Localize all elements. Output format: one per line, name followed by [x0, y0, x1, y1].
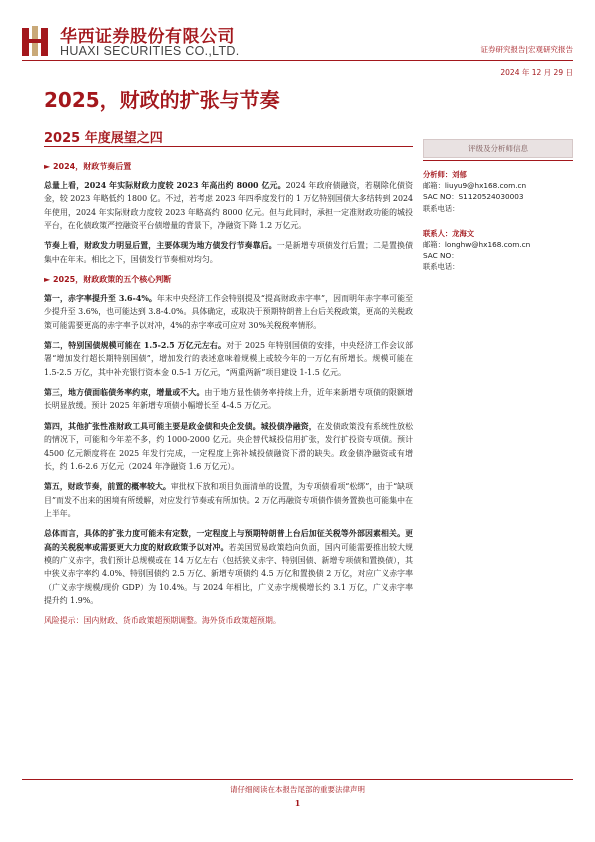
contact-email[interactable]: 邮箱：longhw@hx168.com.cn [423, 240, 531, 250]
paragraph-body: 2024 年政府债融资，若剔除化债资金，较 2023 年略低约 1800 亿。不过，若考虑 2023 年四季度发行的 1 万亿特别国债大多结转到 2024 年使用，2024 年实际财政力度较 2023 年略高约 8000 亿元。但与此同时，承担一定准财政功能的城投平台，在化债政策严控融资平台债增量的背景下，净融资下降 1.2 万亿元。 [44, 181, 413, 231]
paragraph-lead: 总量上看，2024 年实际财政力度较 2023 年高出约 8000 亿元。 [44, 181, 286, 190]
analyst-phone: 联系电话： [423, 203, 460, 213]
contact-sac: SAC NO： [423, 251, 459, 261]
paragraph [44, 339, 413, 379]
paragraph [44, 179, 413, 232]
paragraph-lead: 总体而言，具体的扩张力度可能未有定数，一定程度上与预期特朗普上台后加征关税等外部因素相关。更高的关税税率或需要更大力度的财政政策予以对冲。 [44, 529, 413, 552]
paragraph-body: 若美国贸易政策趋向负面，国内可能需要推出较大规模的广义赤字，我们预计总规模或在 14 万亿左右（包括狭义赤字、特别国债、新增专项债和置换债），其中狭义赤字率约 4.0%、特别国债约 2.5 万亿、新增专项债约 4.5 万亿和置换债 2 万亿，对应广义赤字率（广义赤字规模/现价 GDP）为 10.4%。与 2024 年相比，广义赤字规模增长约 3.1 万亿，广义赤字率提升约 1.9%。 [44, 542, 413, 605]
paragraph [44, 420, 413, 473]
huaxi-logo-icon [22, 26, 48, 56]
paragraph [44, 527, 413, 607]
paragraph-lead: 第五，财政节奏，前置的概率较大。 [44, 482, 171, 492]
risk-warning: 风险提示：国内财政、货币政策超预期调整。海外货币政策超预期。 [44, 616, 281, 626]
paragraph-lead: 第三，地方债面临债务率约束，增量或不大。 [44, 388, 205, 398]
page-number: 1 [294, 798, 301, 808]
paragraph [44, 292, 413, 332]
sidebar-header: 评级及分析师信息 [423, 139, 573, 158]
paragraph-body: 由于地方显性债务率持续上升，近年来新增专项债的限额增长明显放缓。预计 2025 年新增专项债小幅增长至 4-4.5 万亿元。 [44, 388, 413, 411]
paragraph-body: 一是新增专项债发行后置；二是置换债集中在年末。相比之下，国债发行节奏相对均匀。 [44, 241, 413, 264]
paragraph-body: 对于 2025 年特别国债的安排，中央经济工作会议部署“增加发行超长期特别国债”，增加发行的表述意味着规模上或较今年的一万亿有所增长。规模可能在 1.5-2.5 万亿，其中补充银行资本金 0.5-1 万亿元，“两重两新”项目建设 1-1.5 亿元。 [44, 341, 413, 377]
paragraph [44, 239, 413, 266]
paragraph-body: 在发债政策没有系统性放松的情况下，可能和今年差不多，约 1000-2000 亿元。央企替代城投信用扩张，发行扩投资专项债。预计 4500 亿元额度将在 2025 年发行完成，一定程度上弥补城投债融资下滑的缺失。政金债净融资或有增长，约 1.6-2.6 万亿元（2024 年净融资 1.6 万亿元）。 [44, 421, 413, 471]
paragraph-body: 审批权下放和项目负面清单的设置，为专项债看项“松绑”，由于“缺项目”而发不出来的困境有所缓解，对应发行节奏或有所加快。2 万亿再融资专项债作债务置换也可能集中在上半年。 [44, 482, 413, 518]
section-heading-2024: ► 2024，财政节奏后置 [44, 162, 132, 171]
subtitle-divider [44, 146, 413, 147]
contact-name: 联系人：龙海文 [423, 228, 475, 238]
company-name-en: HUAXI SECURITIES CO.,LTD. [60, 44, 240, 58]
paragraph-lead: 第四，其他扩张性准财政工具可能主要是政金债和央企发债。城投债净融资， [44, 421, 317, 431]
analyst-sac: SAC NO：S1120524030003 [423, 192, 524, 202]
report-date: 2024 年 12 月 29 日 [500, 68, 573, 77]
section-heading-2025: ► 2025，财政政策的五个核心判断 [44, 275, 172, 285]
paragraph [44, 386, 413, 413]
paragraph [44, 480, 413, 520]
paragraph-lead: 第二，特别国债规模可能在 1.5-2.5 万亿元左右。 [44, 341, 227, 351]
company-name-cn: 华西证券股份有限公司 [60, 27, 235, 47]
report-title: 2025，财政的扩张与节奏 [44, 88, 280, 112]
report-subtitle: 2025 年度展望之四 [44, 131, 163, 146]
footer-disclaimer[interactable]: 请仔细阅读在本报告尾部的重要法律声明 [230, 785, 365, 794]
header-divider [22, 60, 573, 61]
analyst-info [423, 160, 573, 273]
paragraph-lead: 节奏上看，财政发力明显后置，主要体现为地方债发行节奏靠后。 [44, 241, 277, 251]
analyst-email[interactable]: 邮箱：liuyu9@hx168.com.cn [423, 181, 527, 191]
main-content [44, 160, 413, 635]
analyst-sidebar [423, 139, 573, 273]
report-type: 证券研究报告|宏观研究报告 [480, 45, 573, 54]
contact-phone: 联系电话： [423, 262, 460, 272]
footer-divider [22, 779, 573, 780]
analyst-name: 分析师：刘郁 [423, 170, 467, 179]
paragraph-body: 年末中央经济工作会特别提及“提高财政赤字率”，因而明年赤字率可能至少提升至 3.6%，也可能达到 3.8-4.0%。具体确定，或取决于预期特朗普上台后关税政策，更高的关税政策可能需要更高的赤字率予以对冲，4%的赤字率或可应对 30%关税税率情形。 [44, 294, 413, 330]
paragraph-lead: 第一，赤字率提升至 3.6-4%。 [44, 294, 157, 304]
